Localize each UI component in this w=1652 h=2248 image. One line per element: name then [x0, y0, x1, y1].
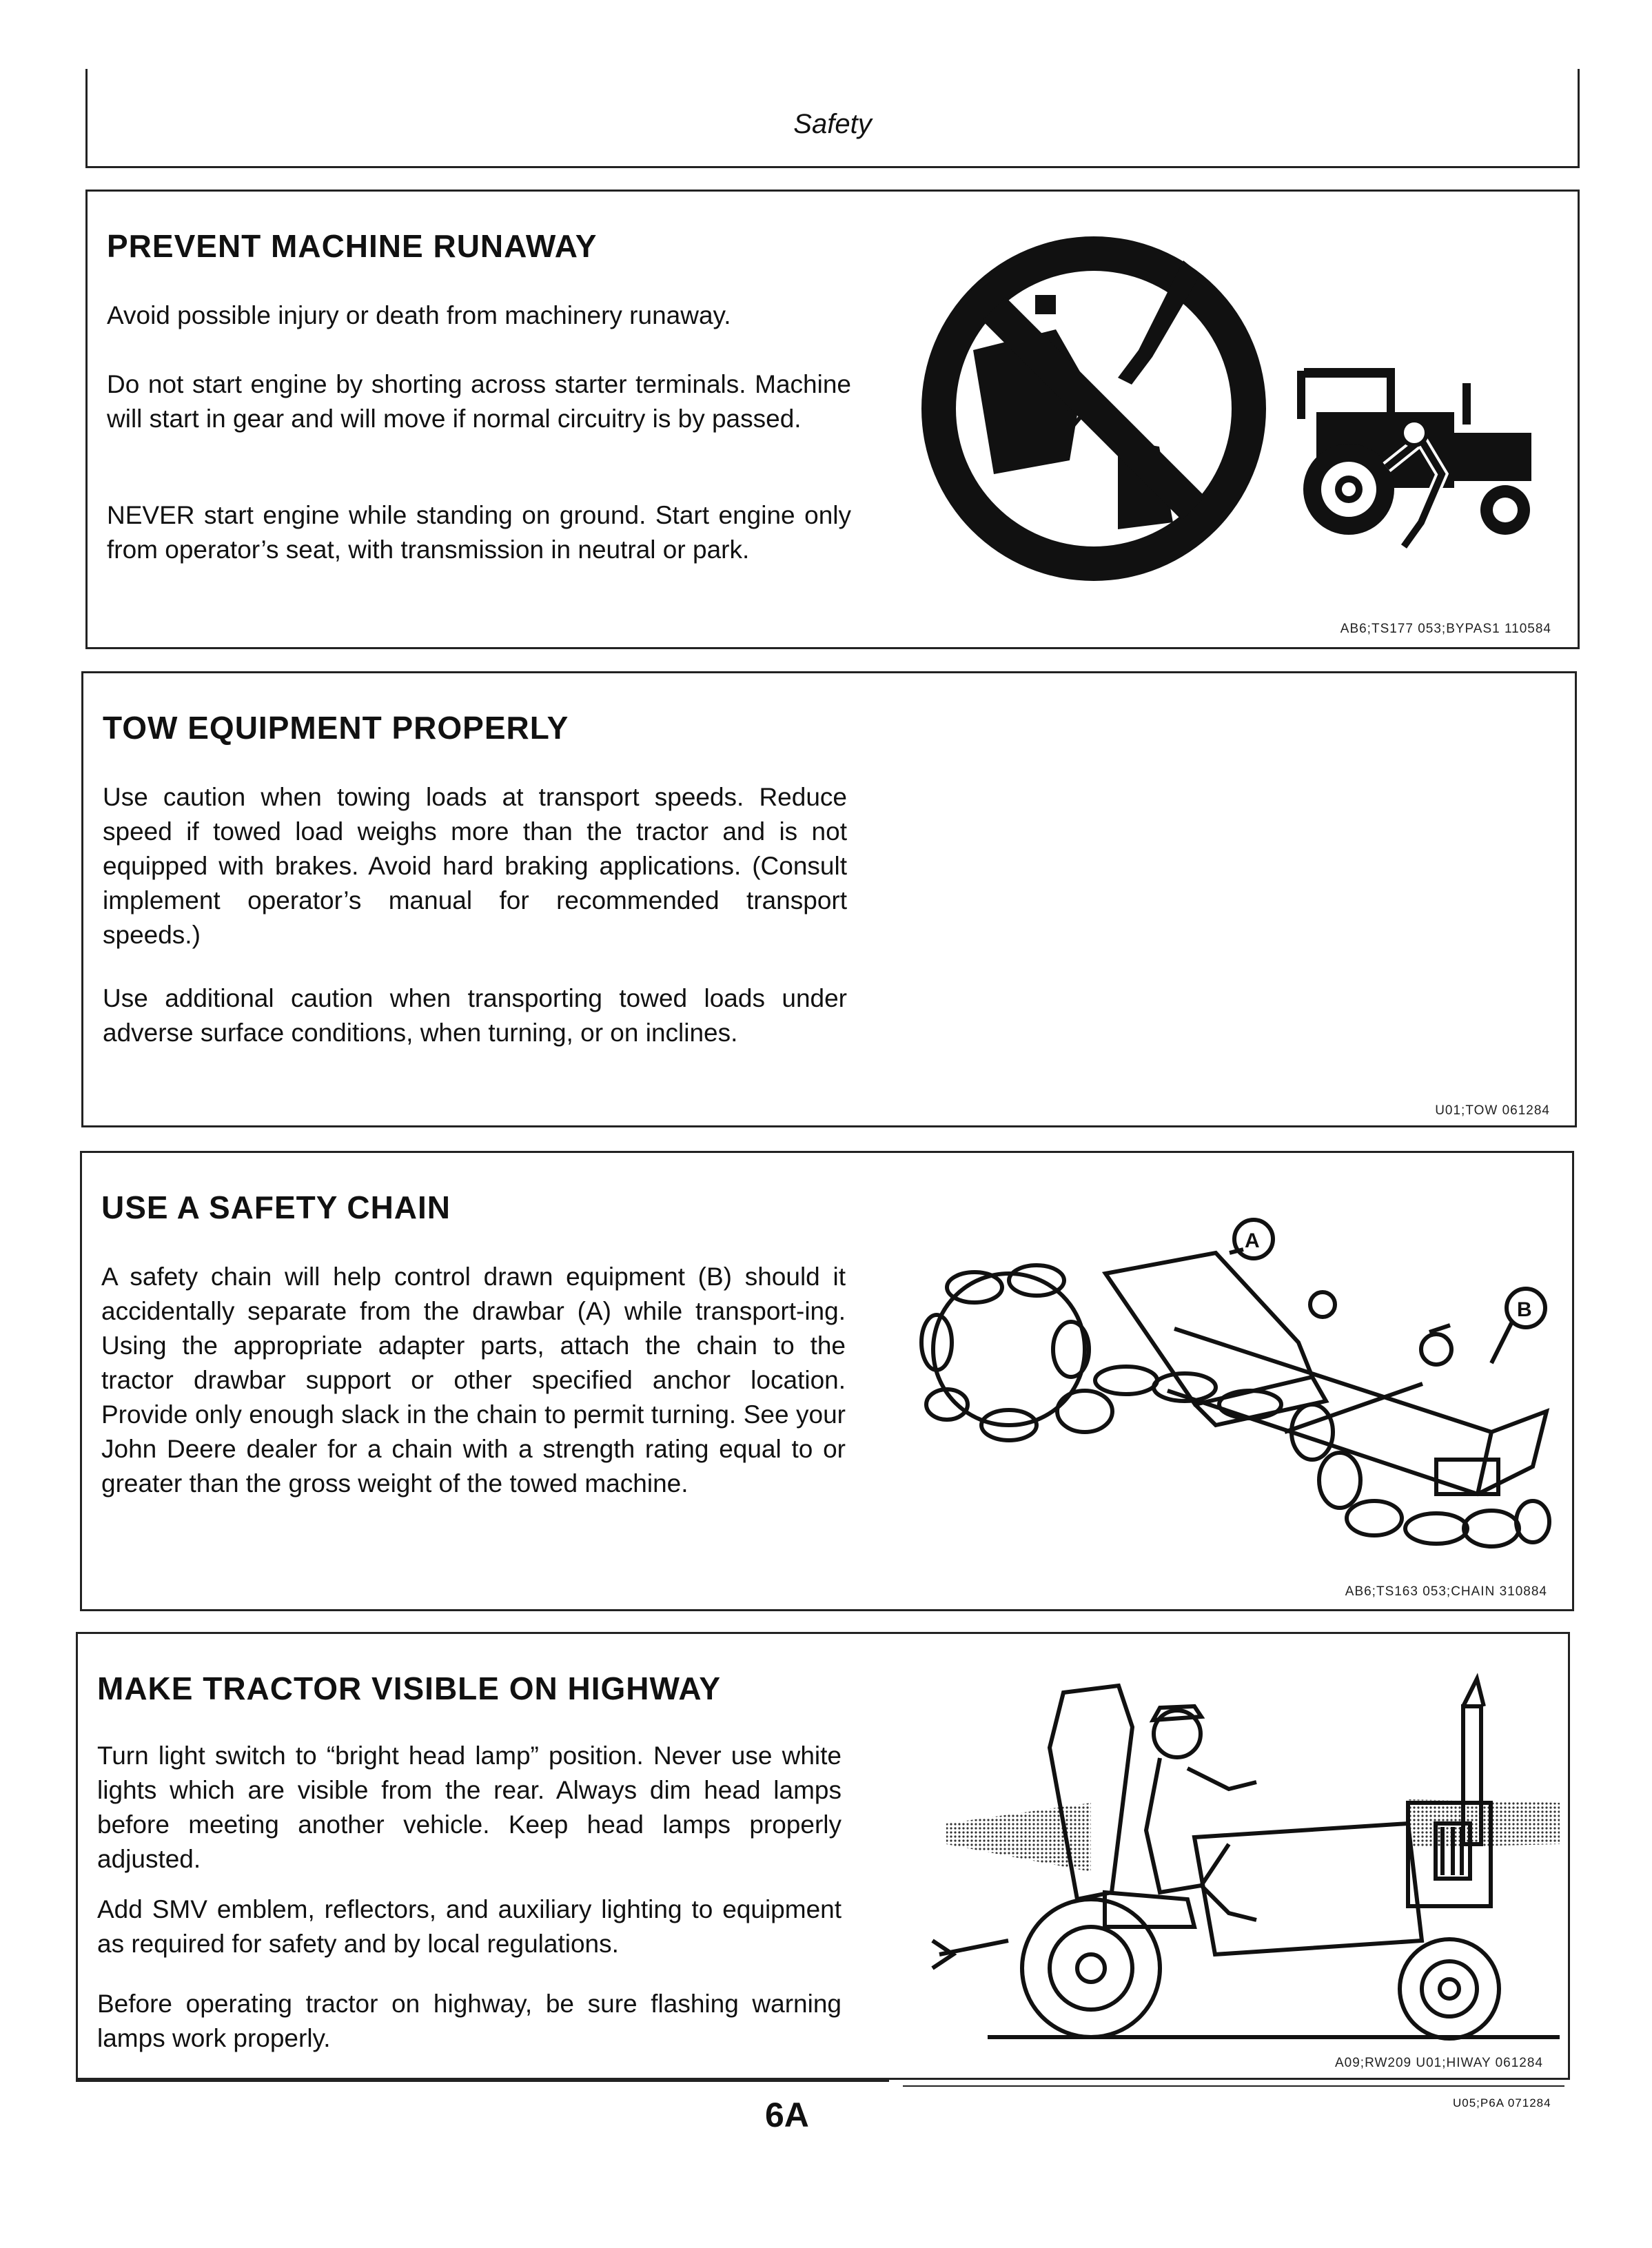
- callout-a: A: [1245, 1229, 1260, 1252]
- no-bypass-start-icon: [911, 233, 1545, 595]
- paragraph: Avoid possible injury or death from machinery runaway.: [107, 301, 731, 329]
- section-prevent-machine-runaway: [85, 190, 1580, 649]
- reference-code: AB6;TS163 053;CHAIN 310884: [1345, 1584, 1547, 1599]
- page-header: [85, 69, 1580, 168]
- page-code: U05;P6A 071284: [1453, 2096, 1551, 2109]
- tractor-on-highway-icon: [870, 1665, 1560, 2054]
- section-title: MAKE TRACTOR VISIBLE ON HIGHWAY: [97, 1670, 722, 1706]
- paragraph: Before operating tractor on highway, be sure flashing warning lamps work properly.: [97, 1990, 842, 2052]
- footer-rule: [76, 2080, 889, 2082]
- header-title: Safety: [793, 109, 872, 139]
- reference-code: U01;TOW 061284: [1435, 1103, 1550, 1118]
- callout-b: B: [1517, 1298, 1532, 1321]
- page-number: 6A: [765, 2096, 809, 2134]
- section-tow-equipment-properly: [81, 671, 1577, 1127]
- safety-chain-drawbar-icon: [871, 1205, 1560, 1566]
- reference-code: A09;RW209 U01;HIWAY 061284: [1334, 2056, 1543, 2070]
- paragraph: Do not start engine by shorting across starter terminals. Machine will start in gear and will move if normal circuitry is by passed.: [107, 370, 851, 433]
- section-title: PREVENT MACHINE RUNAWAY: [107, 228, 598, 264]
- paragraph: Add SMV emblem, reflectors, and auxiliary lighting to equipment as required for safety and by local regulations.: [97, 1895, 842, 1958]
- paragraph: Use additional caution when transporting towed loads under adverse surface conditions, when turning, or on inclines.: [103, 984, 847, 1047]
- section-use-a-safety-chain: [80, 1151, 1574, 1611]
- section-title: USE A SAFETY CHAIN: [101, 1189, 451, 1225]
- paragraph: NEVER start engine while standing on ground. Start engine only from operator’s seat, with transmission in neutral or park.: [107, 501, 851, 564]
- section-title: TOW EQUIPMENT PROPERLY: [103, 710, 569, 746]
- paragraph: A safety chain will help control drawn equipment (B) should it accidentally separate from the drawbar (A) while transport-ing. Using the appropriate adapter parts, attach the chain to the tractor drawbar support or other specified anchor location. Provide only enough slack in the chain to permit turning. See your John Deere dealer for a chain with a strength rating equal to or greater than the gross weight of the towed machine.: [101, 1263, 846, 1498]
- footer-rule: [903, 2085, 1564, 2087]
- paragraph: Use caution when towing loads at transport speeds. Reduce speed if towed load weighs more than the tractor and is not equipped with brakes. Avoid hard braking applications. (Consult implement operator’s manual for recommended transport speeds.): [103, 783, 847, 949]
- reference-code: AB6;TS177 053;BYPAS1 110584: [1340, 622, 1551, 636]
- paragraph: Turn light switch to “bright head lamp” position. Never use white lights which are visible from the rear. Always dim head lamps before meeting another vehicle. Keep head lamps properly adjusted.: [97, 1741, 842, 1873]
- section-make-tractor-visible-on-highway: [76, 1632, 1570, 2080]
